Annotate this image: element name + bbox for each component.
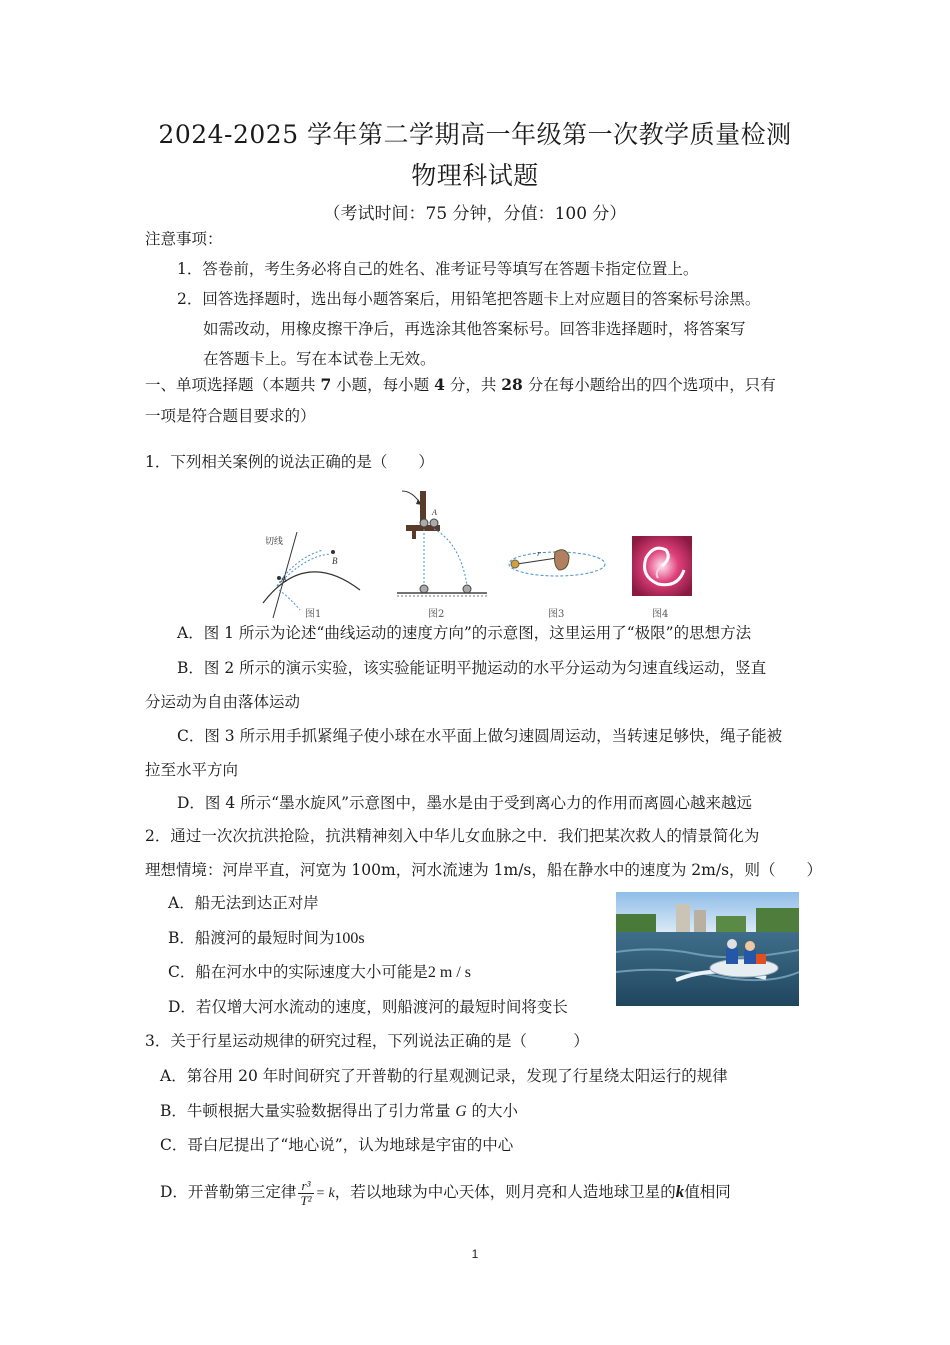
notice-item: 在答题卡上。写在本试卷上无效。 bbox=[203, 350, 436, 368]
q3-option-b: B．牛顿根据大量实验数据得出了引力常量 G 的大小 bbox=[160, 1102, 518, 1120]
page-number: 1 bbox=[471, 1247, 479, 1261]
rescue-boat-photo bbox=[616, 892, 799, 1006]
notice-item: 1．答卷前，考生务必将自己的姓名、准考证号等填写在答题卡指定位置上。 bbox=[177, 260, 699, 278]
q1-option-b-cont: 分运动为自由落体运动 bbox=[145, 693, 301, 711]
kepler-fraction: $\frac{\text{r³}}{\text{T²}}$ bbox=[300, 1177, 312, 1208]
section-heading: 一、单项选择题（本题共 7 小题，每小题 4 分，共 28 分在每小题给出的四个选项中，只有 bbox=[145, 375, 776, 394]
subject-title: 物理科试题 bbox=[411, 161, 539, 190]
exam-info: （考试时间：75 分钟，分值：100 分） bbox=[323, 204, 627, 224]
q3-option-d: D．开普勒第三定律 $\frac{\text{r³}}{\text{T²}}$ = k，若以地球为中心天体，则月亮和人造地球卫星的k值相同 bbox=[160, 1177, 731, 1208]
q1-option-b: B．图 2 所示的演示实验，该实验能证明平抛运动的水平分运动为匀速直线运动，竖直 bbox=[177, 659, 767, 677]
q2-option-d: D．若仅增大河水流动的速度，则船渡河的最短时间将变长 bbox=[168, 998, 568, 1016]
q3-option-c: C．哥白尼提出了“地心说”，认为地球是宇宙的中心 bbox=[160, 1136, 514, 1154]
notice-heading: 注意事项： bbox=[145, 230, 223, 248]
fig4-caption: 图4 bbox=[652, 609, 669, 620]
q2-stem-cont: 理想情境：河岸平直，河宽为 100m，河水流速为 1m/s，船在静水中的速度为 2m/s，则（ ） bbox=[145, 861, 823, 879]
q1-option-c: C．图 3 所示用手抓紧绳子使小球在水平面上做匀速圆周运动，当转速足够快，绳子能被 bbox=[177, 727, 783, 745]
fig1-tangent-label: 切线 bbox=[265, 537, 284, 547]
notice-item: 如需改动，用橡皮擦干净后，再选涂其他答案标号。回答非选择题时，将答案写 bbox=[203, 320, 746, 338]
q1-option-c-cont: 拉至水平方向 bbox=[145, 761, 239, 779]
fig3-caption: 图3 bbox=[548, 609, 565, 620]
q3-stem: 3．关于行星运动规律的研究过程，下列说法正确的是（ ） bbox=[145, 1032, 589, 1050]
q1-stem: 1．下列相关案例的说法正确的是（ ） bbox=[145, 453, 434, 471]
q2-option-c: C．船在河水中的实际速度大小可能是2 m / s bbox=[168, 963, 471, 981]
q3-option-a: A．第谷用 20 年时间研究了开普勒的行星观测记录，发现了行星绕太阳运行的规律 bbox=[160, 1067, 728, 1085]
exam-title: 2024-2025 学年第二学期高一年级第一次教学质量检测 bbox=[158, 120, 792, 149]
figure-3 bbox=[505, 540, 610, 590]
fig1-point-a: A bbox=[281, 574, 287, 584]
fig2-caption: 图2 bbox=[428, 609, 445, 620]
figure-4 bbox=[632, 536, 692, 596]
svg-text:r: r bbox=[537, 550, 541, 558]
section-heading-cont: 一项是符合题目要求的） bbox=[145, 407, 316, 425]
notice-item: 2．回答选择题时，选出每小题答案后，用铅笔把答题卡上对应题目的答案标号涂黑。 bbox=[177, 290, 761, 308]
q1-option-a: A．图 1 所示为论述“曲线运动的速度方向”的示意图，这里运用了“极限”的思想方法 bbox=[177, 624, 752, 642]
q1-option-d: D．图 4 所示“墨水旋风”示意图中，墨水是由于受到离心力的作用而离圆心越来越远 bbox=[177, 794, 752, 812]
fig2-point-a: A bbox=[432, 508, 437, 517]
fig1-point-b: B bbox=[332, 556, 338, 566]
figure-2 bbox=[392, 485, 492, 615]
q2-stem: 2．通过一次次抗洪抢险，抗洪精神刻入中华儿女血脉之中．我们把某次救人的情景简化为 bbox=[145, 827, 760, 845]
q2-option-a: A．船无法到达正对岸 bbox=[168, 894, 319, 912]
q2-option-b: B．船渡河的最短时间为100s bbox=[168, 929, 365, 947]
fig1-caption: 图1 bbox=[305, 609, 322, 620]
